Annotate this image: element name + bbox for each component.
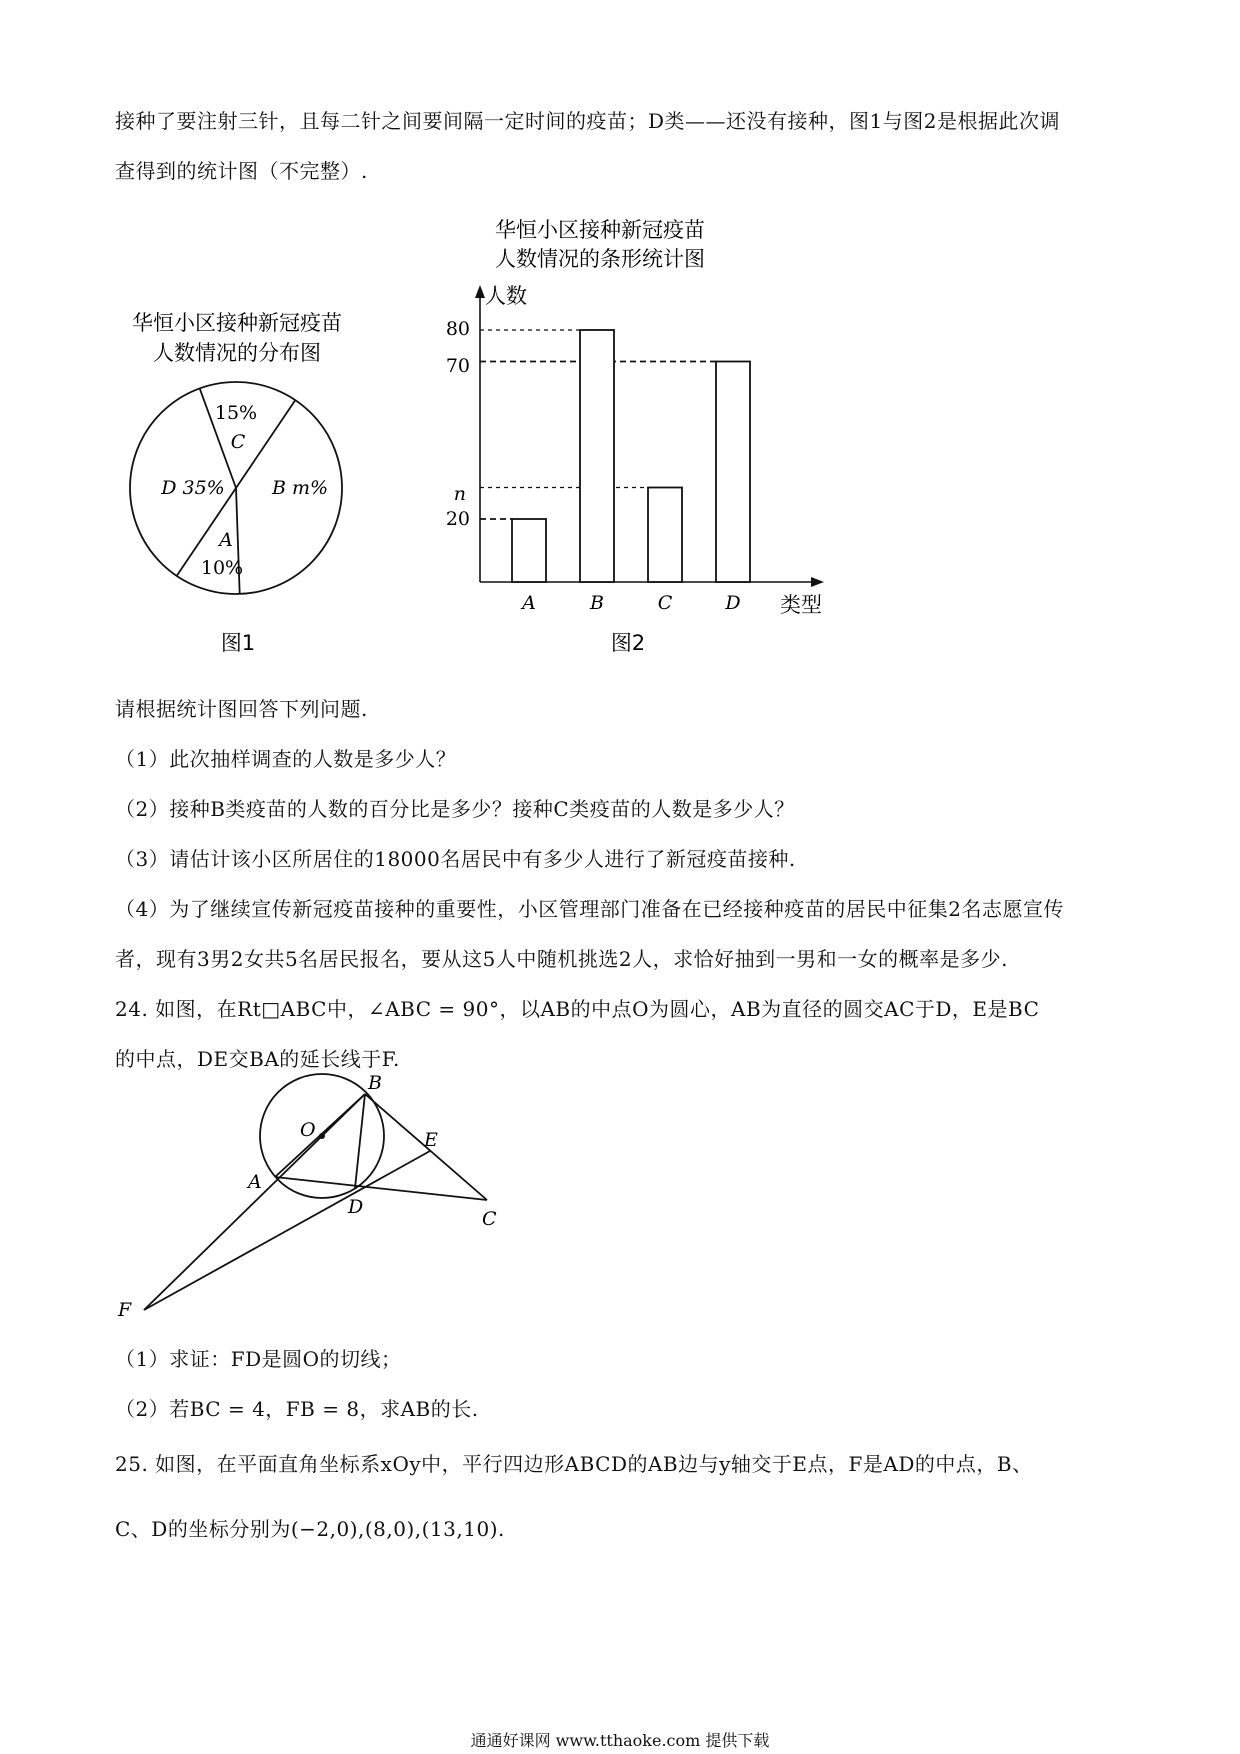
q23-item-4-line2: 者，现有3男2女共5名居民报名，要从这5人中随机挑选2人，求恰好抽到一男和一女的概率是多少.	[115, 947, 1008, 971]
label-c: C	[482, 1208, 497, 1230]
pie-label-a-pct: 10%	[200, 557, 244, 579]
label-o: O	[300, 1119, 316, 1141]
pie-label-c: C	[230, 431, 246, 453]
bar-title-line2: 人数情况的条形统计图	[495, 247, 705, 271]
x-axis-arrow	[811, 577, 824, 587]
bar-title-line1: 华恒小区接种新冠疫苗	[495, 218, 705, 242]
pie-title-line1: 华恒小区接种新冠疫苗	[132, 311, 342, 335]
q23-item-1: （1）此次抽样调查的人数是多少人？	[115, 747, 457, 771]
q25-line-2: C、D的坐标分别为(−2,0),(8,0),(13,10).	[115, 1517, 505, 1541]
y-tick-70: 70	[445, 355, 470, 377]
segment-fb	[144, 1094, 365, 1310]
label-d: D	[348, 1196, 364, 1218]
q23-item-4-line1: （4）为了继续宣传新冠疫苗接种的重要性，小区管理部门准备在已经接种疫苗的居民中征集2名志愿宣传	[115, 897, 1064, 921]
bar-b	[580, 330, 614, 582]
q24-line-1: 24. 如图，在Rt□ABC中，∠ABC = 90°，以AB的中点O为圆心，AB为直径的圆交AC于D，E是BC	[115, 997, 1040, 1021]
intro-line-2: 查得到的统计图（不完整）.	[115, 159, 368, 183]
x-axis-label: 类型	[780, 593, 822, 617]
pie-label-b: B m%	[271, 477, 329, 499]
bar-chart	[446, 218, 824, 655]
intro-line-1: 接种了要注射三针，且每二针之间要间隔一定时间的疫苗；D类——还没有接种，图1与图2是根据此次调	[115, 109, 1060, 133]
q24-part-1: （1）求证：FD是圆O的切线；	[115, 1347, 402, 1371]
pie-title-line2: 人数情况的分布图	[153, 341, 321, 365]
label-e: E	[424, 1129, 438, 1151]
footer: 通通好课网 www.tthaoke.com 提供下载	[470, 1731, 770, 1750]
pie-label-c-pct: 15%	[214, 402, 258, 424]
q23-item-3: （3）请估计该小区所居住的18000名居民中有多少人进行了新冠疫苗接种.	[115, 847, 796, 871]
y-axis-arrow	[475, 285, 485, 298]
pie-chart	[130, 311, 342, 655]
bar-caption: 图2	[610, 631, 646, 655]
q23-item-2: （2）接种B类疫苗的人数的百分比是多少？接种C类疫苗的人数是多少人？	[115, 797, 795, 821]
q24-part-2: （2）若BC = 4，FB = 8，求AB的长.	[115, 1397, 479, 1421]
pie-label-d: D 35%	[161, 477, 225, 499]
y-tick-n: n	[453, 483, 466, 505]
q24-line-2: 的中点，DE交BA的延长线于F.	[115, 1047, 400, 1071]
label-b: B	[368, 1072, 382, 1094]
geometry-figure	[0, 1070, 1240, 1330]
segment-fe	[144, 1151, 430, 1310]
x-tick-d: D	[725, 592, 741, 614]
bars	[480, 330, 750, 614]
y-axis-label: 人数	[485, 284, 527, 308]
figures	[0, 0, 1240, 680]
x-tick-c: C	[657, 592, 673, 614]
label-a: A	[248, 1171, 262, 1193]
q25-line-1: 25. 如图，在平面直角坐标系xOy中，平行四边形ABCD的AB边与y轴交于E点，F是AD的中点，B、	[115, 1452, 1033, 1476]
y-tick-80: 80	[445, 318, 470, 340]
y-tick-20: 20	[445, 508, 470, 530]
bar-a	[512, 519, 546, 582]
x-tick-b: B	[590, 592, 604, 614]
bar-d	[716, 362, 750, 583]
pie-label-a: A	[219, 529, 233, 551]
pie-caption: 图1	[220, 631, 256, 655]
segment-bd	[355, 1094, 365, 1188]
label-f: F	[118, 1299, 132, 1321]
x-tick-a: A	[522, 592, 536, 614]
bar-c	[648, 488, 682, 583]
q23-prompt: 请根据统计图回答下列问题.	[115, 697, 368, 721]
point-o	[319, 1133, 325, 1139]
